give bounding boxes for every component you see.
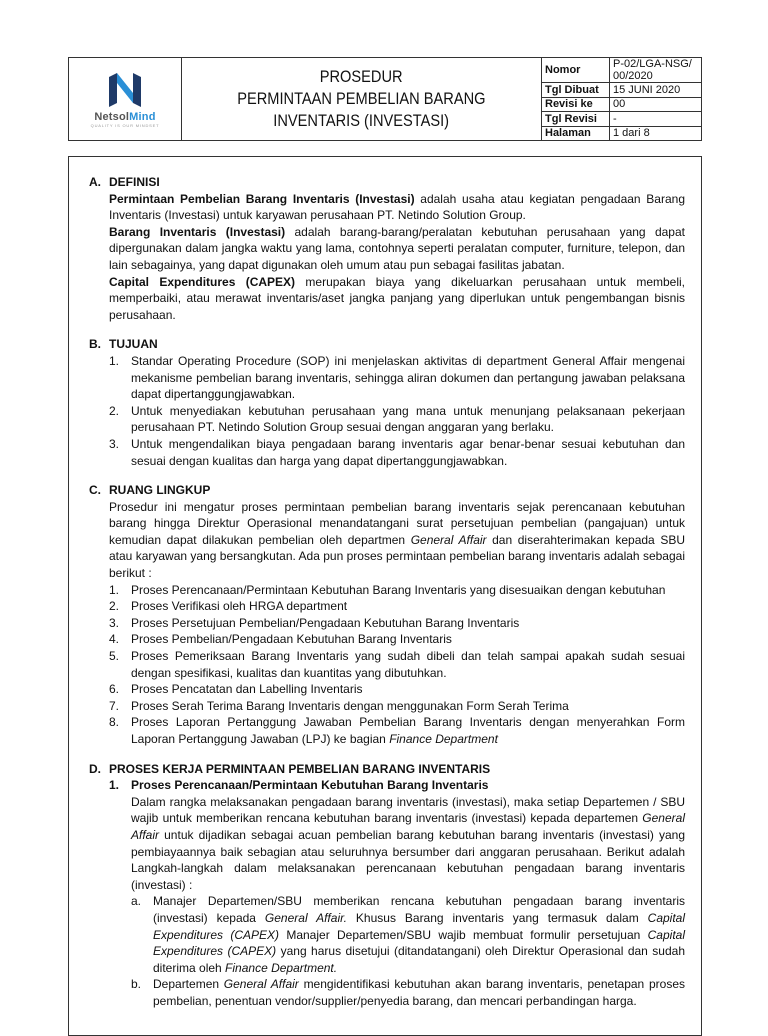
tujuan-list (109, 353, 685, 469)
definition-paragraph: Barang Inventaris (Investasi) adalah barang-barang/peralatan kebutuhan perusahaan yang dapat dipergunakan dalam jangka waktu yang lama, contohnya seperti peralatan computer, furniture, telepon, dan lain sebagainya, yang dapat digunakan oleh umum atau pun sebagai fasilitas jabatan. (109, 224, 685, 272)
meta-value: P-02/LGA-NSG/ 00/2020 (613, 58, 692, 82)
meta-value: 15 JUNI 2020 (613, 83, 681, 96)
meta-value: 00 (613, 98, 626, 111)
meta-row-nomor (542, 58, 701, 83)
list-item: 1. Standar Operating Procedure (SOP) ini menjelaskan aktivitas di department General Affair mengenai mekanisme pembelian barang inventaris, sehingga aliran dokumen dan pertangung jawaban pelaksana dapat dipertanggungjawabkan. (109, 353, 685, 402)
document-body (68, 156, 702, 1036)
list-item: a. Manajer Departemen/SBU memberikan rencana kebutuhan pengadaan barang inventaris (investasi) kepada General Affair. Khusus Barang inventaris yang termasuk dalam Capital Expenditures (CAPEX) Manajer Departemen/SBU wajib membuat formulir persetujuan Capital Expenditures (CAPEX) yang harus disetujui (ditandatangani) oleh Direktur Operasional dan sudah diterima oleh Finance Department. (131, 894, 686, 975)
process-paragraph: Dalam rangka melaksanakan pengadaan barang inventaris (investasi), maka setiap Departemen / SBU wajib untuk memberikan rencana kebutuhan barang inventaris (investasi) kepada departemen General Affair untuk dijadikan sebagai acuan pembelian barang kebutuhan barang inventaris (investasi) yang pembiayaannya baik sebagian atau seluruhnya bersumber dari anggaran perusahaan. Berikut adalah Langkah-langkah dalam melaksanakan perencanaan kebutuhan pengadaan barang inventaris (investasi) : (131, 794, 685, 892)
definition-paragraph: Permintaan Pembelian Barang Inventaris (Investasi) adalah usaha atau kegiatan pengadaan Barang Inventaris (Investasi) untuk karyawan perusahaan PT. Netindo Solution Group. (109, 191, 685, 223)
list-item: 6. Proses Pencatatan dan Labelling Inventaris (109, 682, 363, 697)
list-item: b. Departemen General Affair mengidentifikasi kebutuhan akan barang inventaris, penetapan proses pembelian, penentuan vendor/supplier/penyedia barang, dan mencari perbandingan harga. (131, 977, 685, 1008)
meta-key: Tgl Dibuat (542, 83, 610, 97)
title-line-2: PERMINTAAN PEMBELIAN BARANG (237, 89, 486, 108)
definition-paragraph: Capital Expenditures (CAPEX) merupakan biaya yang dikeluarkan perusahaan untuk membeli, memperbaiki, atau merawat inventaris/aset jangka panjang yang diperlukan untuk pengembangan bisnis perusahaan. (109, 274, 686, 322)
section-heading-definisi: A. DEFINISI (89, 175, 160, 189)
process-steps-list (131, 893, 685, 1009)
document-meta-table (542, 58, 701, 140)
list-item: 3. Untuk mengendalikan biaya pengadaan barang inventaris agar benar-benar sesuai kebutuhan dan sesuai dengan kualitas dan harga yang dapat dipertanggungjawabkan. (109, 436, 685, 468)
meta-key: Revisi ke (542, 98, 610, 112)
meta-key: Tgl Revisi (542, 112, 610, 126)
title-line-3: INVENTARIS (INVESTASI) (273, 111, 450, 130)
section-heading-ruang-lingkup: C. RUANG LINGKUP (89, 483, 211, 498)
list-item: 8. Proses Laporan Pertanggung Jawaban Pembelian Barang Inventaris dengan menyerahkan Form Laporan Pertanggung Jawaban (LPJ) ke bagian Finance Department (109, 715, 685, 746)
list-item: 4. Proses Pembelian/Pengadaan Kebutuhan Barang Inventaris (109, 632, 452, 647)
list-item: 2. Untuk menyediakan kebutuhan perusahaan yang mana untuk menunjang pelaksanaan pekerjaan perusahaan PT. Netindo Solution Group sesuai dengan anggaran yang berlaku. (109, 403, 685, 435)
logo-wordmark: NetsolMind (94, 110, 156, 123)
section-heading-proses-kerja: D. PROSES KERJA PERMINTAAN PEMBELIAN BARANG INVENTARIS (89, 761, 491, 776)
list-item: 7. Proses Serah Terima Barang Inventaris dengan menggunakan Form Serah Terima (109, 698, 569, 713)
scope-paragraph: Prosedur ini mengatur proses permintaan pembelian barang inventaris sejak perencanaan kebutuhan barang hingga Direktur Operasional menandatangani surat persetujuan pembelian (pangajuan) untuk kemudian dapat dilakukan pembelian oleh departmen General Affair dan diserahterimakan kepada SBU atau karyawan yang bersangkutan. Ada pun proses permintaan pembelian barang inventaris adalah sebagai berikut : (109, 499, 685, 581)
list-item: 2. Proses Verifikasi oleh HRGA department (109, 599, 348, 614)
list-item: 1. Proses Perencanaan/Permintaan Kebutuhan Barang Inventaris yang disesuaikan dengan kebutuhan (109, 582, 666, 597)
meta-row-tgl-dibuat (542, 83, 701, 98)
document-title (182, 58, 542, 140)
subsection-heading: 1. Proses Perencanaan/Permintaan Kebutuhan Barang Inventaris (109, 778, 489, 793)
meta-row-revisi-ke (542, 98, 701, 113)
document-text (89, 174, 685, 1010)
list-item: 3. Proses Persetujuan Pembelian/Pengadaan Kebutuhan Barang Inventaris (109, 615, 520, 630)
meta-row-halaman (542, 127, 701, 141)
scope-list (109, 582, 685, 748)
section-heading-tujuan: B. TUJUAN (89, 337, 158, 352)
logo (69, 58, 182, 140)
meta-value: 1 dari 8 (613, 127, 650, 140)
meta-key: Nomor (542, 58, 610, 82)
meta-value: - (613, 112, 617, 125)
title-line-1: PROSEDUR (320, 67, 403, 86)
list-item: 5. Proses Pemeriksaan Barang Inventaris yang sudah dibeli dan telah sampai apakah sudah sesuai dengan spesifikasi, kualitas dan kuantitas yang dibutuhkan. (109, 649, 685, 680)
meta-row-tgl-revisi (542, 112, 701, 127)
logo-tagline: QUALITY IS OUR MINDSET (90, 122, 160, 128)
document-header (68, 57, 702, 141)
meta-key: Halaman (542, 127, 610, 141)
netsolmind-logo-icon (105, 71, 145, 109)
